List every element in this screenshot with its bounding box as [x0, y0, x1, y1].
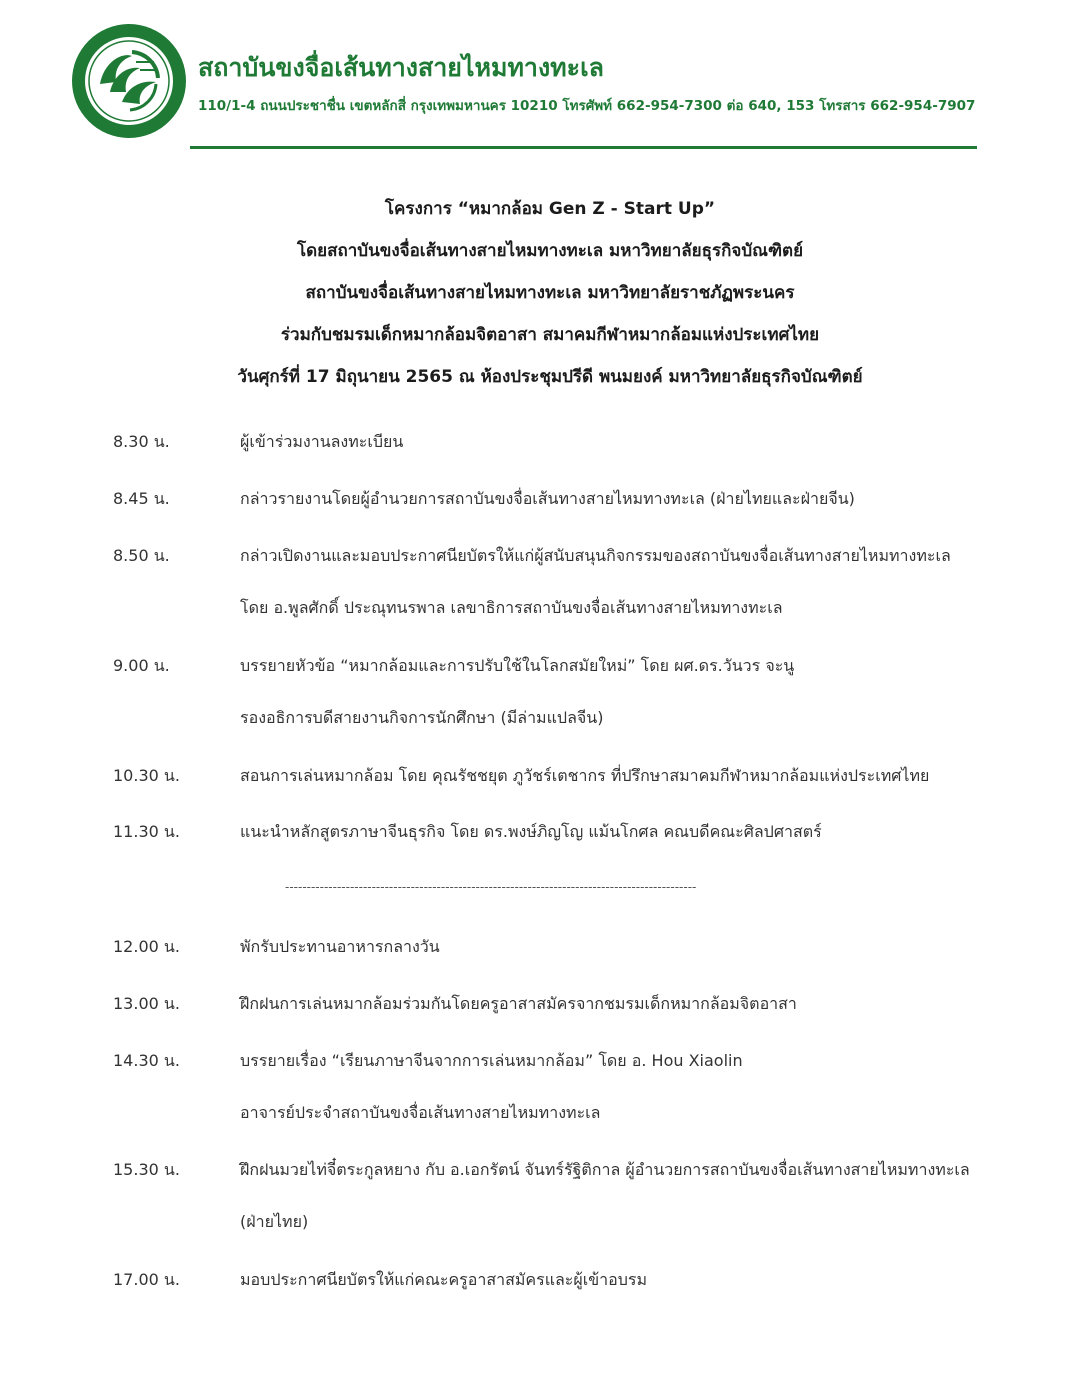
organization-name: สถาบันขงจื่อเส้นทางสายไหมทางทะเล: [198, 53, 604, 82]
schedule-description: ผู้เข้าร่วมงานลงทะเบียน: [240, 432, 404, 451]
schedule-description: แนะนำหลักสูตรภาษาจีนธุรกิจ โดย ดร.พงษ์ภิญโญ แม้นโกศล คณบดีคณะศิลปศาสตร์: [240, 822, 822, 841]
organization-address: 110/1-4 ถนนประชาชื่น เขตหลักสี่ กรุงเทพมหานคร 10210 โทรศัพท์ 662-954-7300 ต่อ 640, 153 โทรสาร 662-954-7907: [198, 98, 976, 114]
schedule-description-cont: รองอธิการบดีสายงานกิจการนักศึกษา (มีล่ามแปลจีน): [240, 708, 604, 727]
schedule-description-cont: (ฝ่ายไทย): [240, 1212, 309, 1231]
institute-logo: [70, 22, 188, 140]
schedule-time: 17.00 น.: [113, 1270, 180, 1289]
schedule-time: 15.30 น.: [113, 1160, 180, 1179]
schedule-description-cont: โดย อ.พูลศักดิ์ ประณุทนรพาล เลขาธิการสถาบันขงจื่อเส้นทางสายไหมทางทะเล: [240, 598, 783, 617]
schedule-description: บรรยายหัวข้อ “หมากล้อมและการปรับใช้ในโลกสมัยใหม่” โดย ผศ.ดร.วันวร จะนู: [240, 656, 795, 675]
title-line: ร่วมกับชมรมเด็กหมากล้อมจิตอาสา สมาคมกีฬาหมากล้อมแห่งประเทศไทย: [280, 325, 820, 345]
section-divider: -----------------------------------------------------------------------------------------------: [285, 880, 697, 894]
schedule-description: มอบประกาศนียบัตรให้แก่คณะครูอาสาสมัครและผู้เข้าอบรม: [240, 1270, 648, 1289]
schedule-time: 13.00 น.: [113, 994, 180, 1013]
schedule-description: พักรับประทานอาหารกลางวัน: [240, 937, 440, 956]
schedule-description: ฝึกฝนมวยไท่จี๋ตระกูลหยาง กับ อ.เอกรัตน์ จันทร์รัฐิติกาล ผู้อำนวยการสถาบันขงจื่อเส้นทางสายไหมทางทะเล: [240, 1160, 970, 1179]
schedule-description: บรรยายเรื่อง “เรียนภาษาจีนจากการเล่นหมากล้อม” โดย อ. Hou Xiaolin: [240, 1051, 743, 1070]
schedule-description: สอนการเล่นหมากล้อม โดย คุณรัชชยุต ภูวัชร์เตชากร ที่ปรึกษาสมาคมกีฬาหมากล้อมแห่งประเทศไทย: [240, 766, 930, 785]
schedule-description: กล่าวรายงานโดยผู้อำนวยการสถาบันขงจื่อเส้นทางสายไหมทางทะเล (ฝ่ายไทยและฝ่ายจีน): [240, 489, 855, 508]
schedule-time: 11.30 น.: [113, 822, 180, 841]
schedule-time: 8.50 น.: [113, 546, 170, 565]
schedule-time: 8.30 น.: [113, 432, 170, 451]
header-divider: [190, 146, 977, 149]
schedule-time: 14.30 น.: [113, 1051, 180, 1070]
logo-seal-icon: [70, 22, 188, 140]
title-line: วันศุกร์ที่ 17 มิถุนายน 2565 ณ ห้องประชุมปรีดี พนมยงค์ มหาวิทยาลัยธุรกิจบัณฑิตย์: [237, 367, 863, 387]
program-title-block: [0, 194, 1080, 404]
title-line: โดยสถาบันขงจื่อเส้นทางสายไหมทางทะเล มหาวิทยาลัยธุรกิจบัณฑิตย์: [296, 241, 804, 261]
schedule-description: กล่าวเปิดงานและมอบประกาศนียบัตรให้แก่ผู้สนับสนุนกิจกรรมของสถาบันขงจื่อเส้นทางสายไหมทางทะเล: [240, 546, 951, 565]
title-line: สถาบันขงจื่อเส้นทางสายไหมทางทะเล มหาวิทยาลัยราชภัฏพระนคร: [305, 283, 795, 303]
schedule-time: 10.30 น.: [113, 766, 180, 785]
schedule-time: 12.00 น.: [113, 937, 180, 956]
schedule-description: ฝึกฝนการเล่นหมากล้อมร่วมกันโดยครูอาสาสมัครจากชมรมเด็กหมากล้อมจิตอาสา: [240, 994, 797, 1013]
schedule-time: 9.00 น.: [113, 656, 170, 675]
schedule-time: 8.45 น.: [113, 489, 170, 508]
schedule-description-cont: อาจารย์ประจำสถาบันขงจื่อเส้นทางสายไหมทางทะเล: [240, 1103, 601, 1122]
title-line: โครงการ “หมากล้อม Gen Z - Start Up”: [384, 199, 716, 219]
